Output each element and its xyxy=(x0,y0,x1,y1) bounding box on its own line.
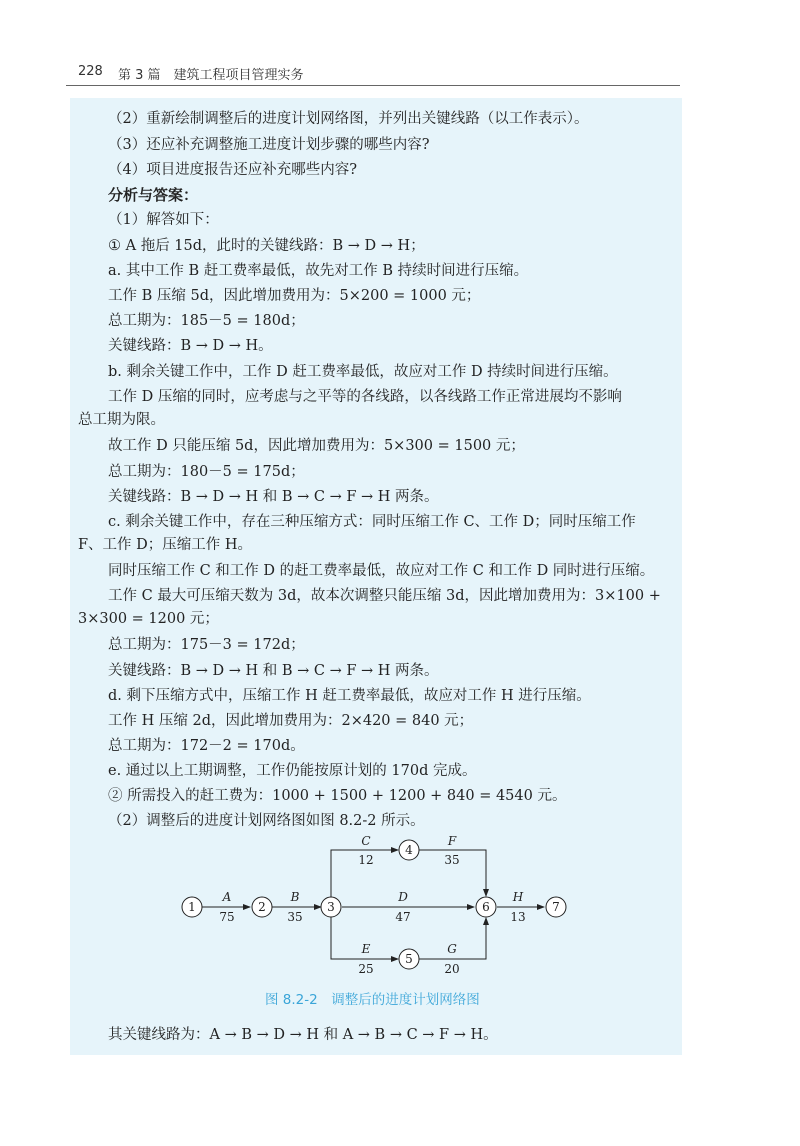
activity-duration: 35 xyxy=(444,853,460,867)
critical-path-conclusion: 其关键线路为：A → B → D → H 和 A → B → C → F → H。 xyxy=(108,1027,498,1043)
answer-line: 总工期为限。 xyxy=(78,412,165,428)
activity-name: E xyxy=(361,942,371,956)
activity-duration: 35 xyxy=(287,910,303,924)
activity-duration: 20 xyxy=(444,962,460,976)
answer-line: 故工作 D 只能压缩 5d，因此增加费用为：5×300 = 1500 元； xyxy=(108,438,525,454)
answer-line: 工作 C 最大可压缩天数为 3d，故本次调整只能压缩 3d，因此增加费用为：3×100 + xyxy=(108,588,661,604)
node-label: 1 xyxy=(188,900,196,914)
answer-line: 工作 B 压缩 5d，因此增加费用为：5×200 = 1000 元； xyxy=(108,288,481,304)
answer-line: 同时压缩工作 C 和工作 D 的赶工费率最低，故应对工作 C 和工作 D 同时进行压缩。 xyxy=(108,563,655,579)
answer-line: 总工期为：180－5 = 175d； xyxy=(108,464,305,480)
node-label: 7 xyxy=(552,900,560,914)
figure-caption: 图 8.2-2 调整后的进度计划网络图 xyxy=(265,992,480,1008)
answer-line: F、工作 D；压缩工作 H。 xyxy=(78,537,253,553)
activity-name: D xyxy=(398,890,408,904)
activity-name: C xyxy=(361,834,371,848)
node-label: 6 xyxy=(482,900,490,914)
activity-duration: 12 xyxy=(358,853,374,867)
activity-name: A xyxy=(222,890,232,904)
activity-name: G xyxy=(447,942,457,956)
answer-line: 总工期为：175－3 = 172d； xyxy=(108,637,305,653)
answer-line: 关键线路：B → D → H。 xyxy=(108,338,273,354)
node-label: 4 xyxy=(405,843,413,857)
answer-line: 3×300 = 1200 元； xyxy=(78,611,219,627)
question-2: （2）重新绘制调整后的进度计划网络图，并列出关键线路（以工作表示）。 xyxy=(108,111,589,127)
answer-line: e. 通过以上工期调整，工作仍能按原计划的 170d 完成。 xyxy=(108,763,477,779)
activity-duration: 75 xyxy=(219,910,235,924)
question-3: （3）还应补充调整施工进度计划步骤的哪些内容? xyxy=(108,137,430,153)
section-title: 第 3 篇 建筑工程项目管理实务 xyxy=(118,68,304,83)
answer-line: 工作 H 压缩 2d，因此增加费用为：2×420 = 840 元； xyxy=(108,713,474,729)
answer-line: 总工期为：172－2 = 170d。 xyxy=(108,738,305,754)
answer-line: （2）调整后的进度计划网络图如图 8.2-2 所示。 xyxy=(108,813,425,829)
activity-duration: 13 xyxy=(510,910,526,924)
answer-line: 关键线路：B → D → H 和 B → C → F → H 两条。 xyxy=(108,663,439,679)
answer-line: b. 剩余关键工作中，工作 D 赶工费率最低，故应对工作 D 持续时间进行压缩。 xyxy=(108,364,618,380)
activity-duration: 25 xyxy=(358,962,374,976)
answer-heading: 分析与答案： xyxy=(108,186,199,204)
activity-duration: 47 xyxy=(395,910,411,924)
answer-line: 工作 D 压缩的同时，应考虑与之平等的各线路，以各线路工作正常进展均不影响 xyxy=(108,389,622,405)
activity-name: B xyxy=(290,890,300,904)
node-label: 2 xyxy=(258,900,266,914)
node-label: 5 xyxy=(405,952,413,966)
network-diagram xyxy=(170,830,590,980)
answer-line: 总工期为：185－5 = 180d； xyxy=(108,313,305,329)
answer-line: （1）解答如下： xyxy=(108,212,219,228)
question-4: （4）项目进度报告还应补充哪些内容? xyxy=(108,162,357,178)
answer-line: c. 剩余关键工作中，存在三种压缩方式：同时压缩工作 C、工作 D；同时压缩工作 xyxy=(108,514,636,530)
page-number: 228 xyxy=(78,64,103,79)
header-divider xyxy=(66,85,680,86)
page-header xyxy=(78,64,678,84)
node-label: 3 xyxy=(327,900,335,914)
activity-name: F xyxy=(447,834,457,848)
answer-line: ② 所需投入的赶工费为：1000 + 1500 + 1200 + 840 = 4540 元。 xyxy=(108,788,567,804)
answer-line: ① A 拖后 15d，此时的关键线路：B → D → H； xyxy=(108,238,425,254)
answer-line: a. 其中工作 B 赶工费率最低，故先对工作 B 持续时间进行压缩。 xyxy=(108,263,529,279)
activity-name: H xyxy=(512,890,524,904)
answer-line: 关键线路：B → D → H 和 B → C → F → H 两条。 xyxy=(108,489,439,505)
answer-line: d. 剩下压缩方式中，压缩工作 H 赶工费率最低，故应对工作 H 进行压缩。 xyxy=(108,688,591,704)
